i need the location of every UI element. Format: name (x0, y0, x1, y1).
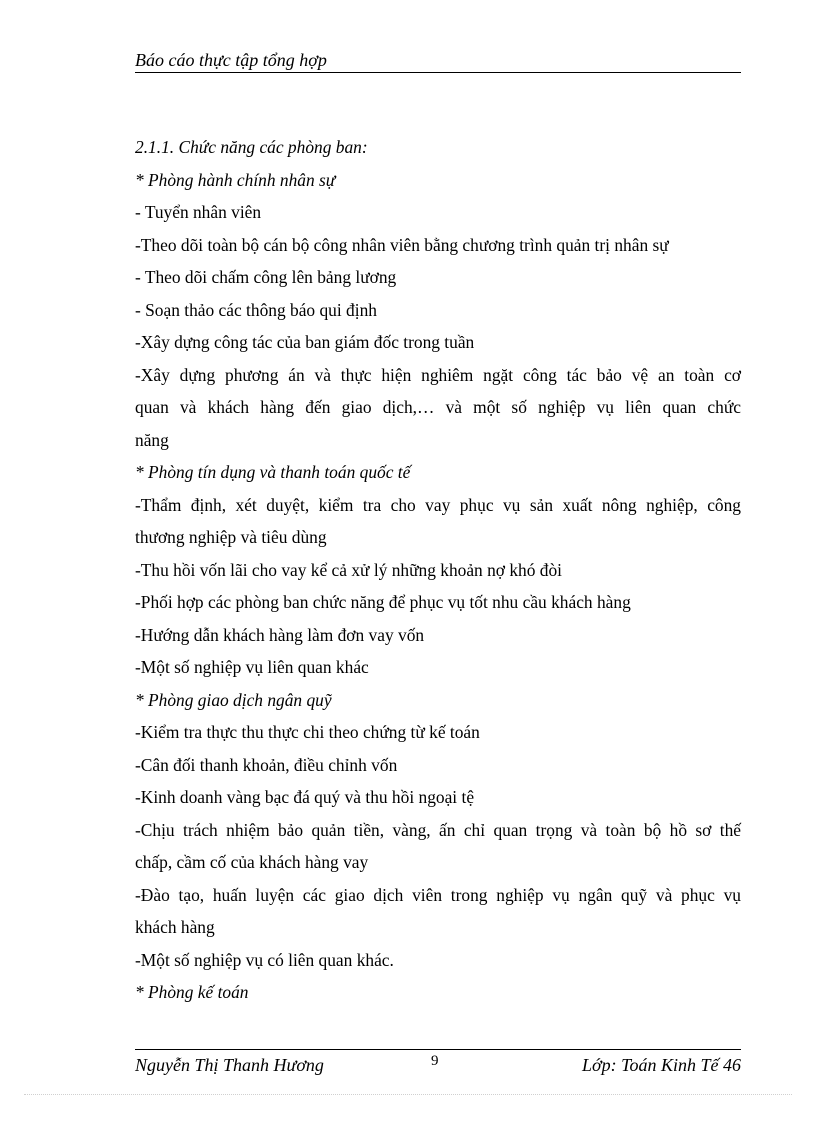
credit-heading: * Phòng tín dụng và thanh toán quốc tế (135, 462, 411, 482)
list-item: - Theo dõi chấm công lên bảng lương (135, 267, 397, 287)
list-item: -Thu hồi vốn lãi cho vay kể cả xử lý những khoản nợ khó đòi (135, 559, 562, 580)
list-item: -Một số nghiệp vụ có liên quan khác. (135, 949, 394, 970)
list-item: - Soạn thảo các thông báo qui định (135, 299, 377, 320)
treasury-heading: * Phòng giao dịch ngân quỹ (135, 689, 332, 710)
paragraph-line: năng (135, 429, 169, 450)
header-title: Báo cáo thực tập tổng hợp (135, 50, 327, 70)
paragraph-line: chấp, cầm cố của khách hàng vay (135, 852, 369, 872)
paragraph-line: -Đào tạo, huấn luyện các giao dịch viên trong nghiệp vụ ngân quỹ và phục vụ (135, 884, 741, 905)
page-number: 9 (431, 1053, 439, 1069)
list-item: -Một số nghiệp vụ liên quan khác (135, 657, 369, 677)
list-item: -Theo dõi toàn bộ cán bộ công nhân viên bằng chương trình quản trị nhân sự (135, 234, 669, 255)
paragraph-line: -Chịu trách nhiệm bảo quản tiền, vàng, ấn chỉ quan trọng và toàn bộ hồ sơ thế (135, 819, 741, 840)
paragraph-line: khách hàng (135, 917, 215, 937)
paragraph-line: thương nghiệp và tiêu dùng (135, 527, 327, 547)
hr-heading: * Phòng hành chính nhân sự (135, 169, 336, 190)
section-title: 2.1.1. Chức năng các phòng ban: (135, 137, 368, 157)
list-item: - Tuyển nhân viên (135, 202, 262, 222)
list-item: -Kinh doanh vàng bạc đá quý và thu hồi ngoại tệ (135, 787, 475, 807)
list-item: -Xây dựng công tác của ban giám đốc trong tuần (135, 332, 475, 352)
document-body (135, 131, 741, 1009)
paragraph-line: -Xây dựng phương án và thực hiện nghiêm ngặt công tác bảo vệ an toàn cơ (135, 364, 741, 385)
paragraph-line: quan và khách hàng đến giao dịch,… và một số nghiệp vụ liên quan chức (135, 397, 741, 417)
page-footer (135, 1049, 741, 1076)
list-item: -Kiểm tra thực thu thực chi theo chứng từ kế toán (135, 722, 480, 742)
footer-author: Nguyễn Thị Thanh Hương (135, 1055, 324, 1075)
page-bottom-divider (24, 1094, 792, 1095)
page-header (135, 49, 741, 73)
list-item: -Phối hợp các phòng ban chức năng để phục vụ tốt nhu cầu khách hàng (135, 592, 631, 612)
paragraph-line: -Thẩm định, xét duyệt, kiểm tra cho vay phục vụ sản xuất nông nghiệp, công (135, 494, 741, 515)
accounting-heading: * Phòng kế toán (135, 982, 249, 1002)
list-item: -Hướng dẫn khách hàng làm đơn vay vốn (135, 624, 425, 645)
list-item: -Cân đối thanh khoản, điều chỉnh vốn (135, 754, 398, 775)
footer-class: Lớp: Toán Kinh Tế 46 (582, 1055, 741, 1075)
